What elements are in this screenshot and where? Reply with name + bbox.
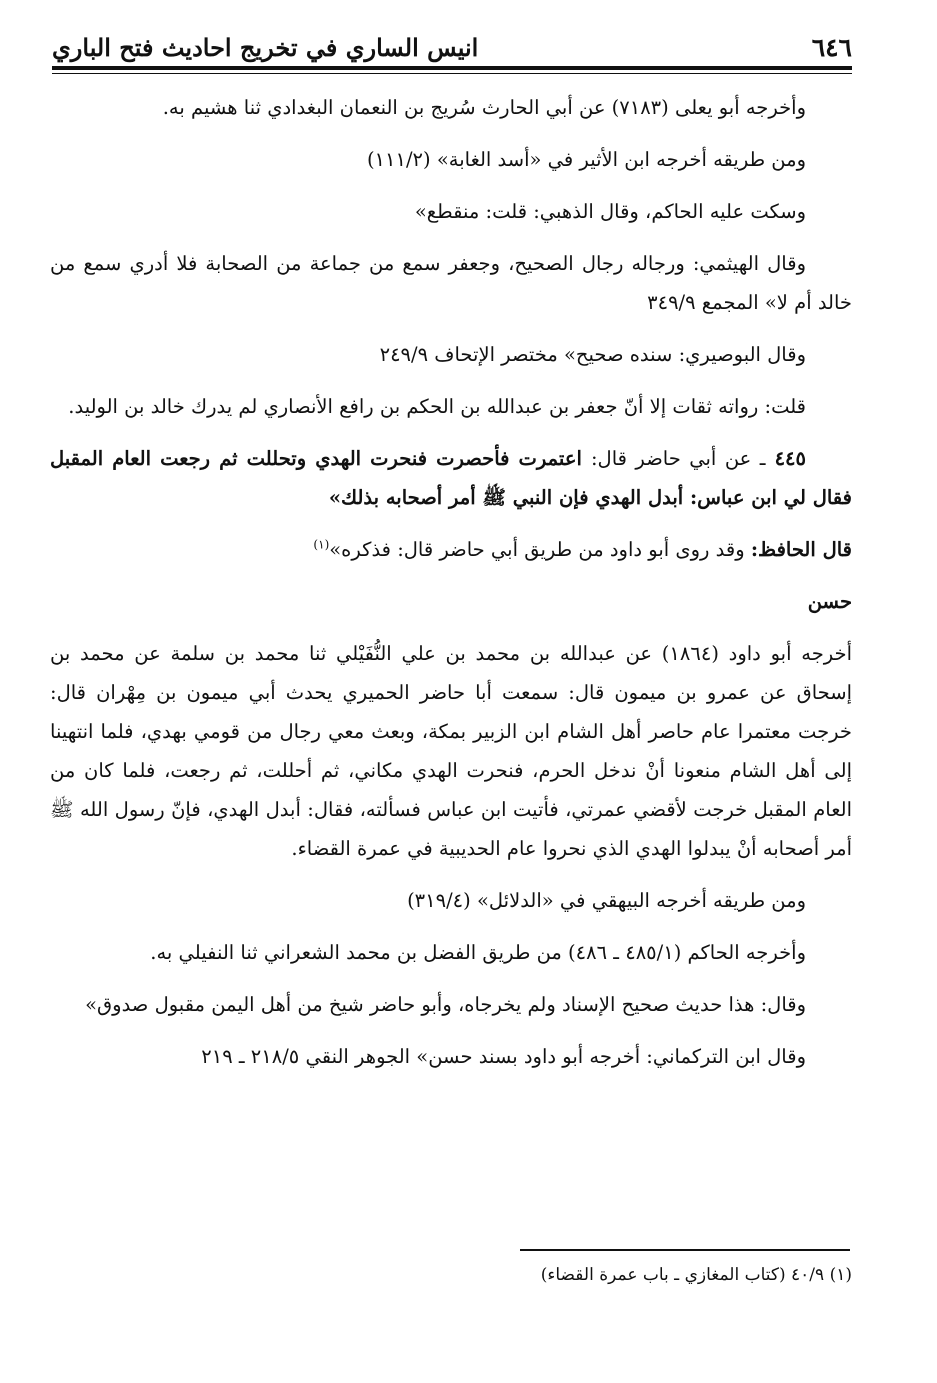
hafiz-text: وقد روى أبو داود من طريق أبي حاضر قال: فذكره» — [329, 538, 745, 561]
hadith-text: اعتمرت فأحصرت فنحرت الهدي وتحللت ثم رجعت العام المقبل فقال لي ابن عباس: أبدل الهدي فإن النبي ﷺ أمر أصحابه بذلك» — [50, 447, 852, 509]
hadith-grade: حسن — [807, 590, 852, 613]
paragraph: وقال الهيثمي: ورجاله رجال الصحيح، وجعفر سمع من جماعة من الصحابة فلا أدري سمع من خالد أم لا» المجمع ٣٤٩/٩ — [50, 252, 852, 314]
footnote-ref: (١) — [313, 537, 330, 552]
hadith-prefix: ـ عن أبي حاضر قال: — [590, 447, 766, 470]
page-number: ٦٤٦ — [811, 32, 852, 62]
takhrij-paragraph: وأخرجه الحاكم (٤٨٥/١ ـ ٤٨٦) من طريق الفضل بن محمد الشعراني ثنا النفيلي به. — [150, 941, 806, 964]
page-header — [52, 28, 852, 66]
paragraph: وسكت عليه الحاكم، وقال الذهبي: قلت: منقطع» — [414, 200, 806, 223]
takhrij-paragraph: وقال ابن التركماني: أخرجه أبو داود بسند حسن» الجوهر النقي ٢١٨/٥ ـ ٢١٩ — [201, 1045, 806, 1068]
hadith-number: ٤٤٥ — [774, 447, 806, 470]
paragraph: وقال البوصيري: سنده صحيح» مختصر الإتحاف ٢٤٩/٩ — [379, 343, 806, 366]
paragraph: وأخرجه أبو يعلى (٧١٨٣) عن أبي الحارث سُريج بن النعمان البغدادي ثنا هشيم به. — [162, 96, 806, 119]
header-rule-thin — [52, 73, 852, 74]
paragraph: قلت: رواته ثقات إلا أنّ جعفر بن عبدالله بن الحكم بن رافع الأنصاري لم يدرك خالد بن الوليد. — [68, 395, 806, 418]
header-rule — [52, 66, 852, 70]
footnote-text: ٤٠/٩ (كتاب المغازي ـ باب عمرة القضاء) — [540, 1265, 825, 1285]
hadith-entry — [50, 439, 852, 517]
takhrij-paragraph: أخرجه أبو داود (١٨٦٤) عن عبدالله بن محمد بن علي النُّفَيْلي ثنا محمد بن سلمة عن محمد بن إسحاق عن عمرو بن ميمون قال: سمعت أبا حاضر الحميري يحدث أبي ميمون بن مِهْران قال: خرجت معتمرا عام حاصر أهل الشام ابن الزبير بمكة، وبعث معي رجال من قومي بهدي، فلما انتهينا إلى أهل الشام منعونا أنْ ندخل الحرم، فنحرت الهدي مكاني، ثم أحللت، ثم رجعت، فلما كان من العام المقبل خرجت لأقضي عمرتي، فأتيت ابن عباس فسألته، فقال: أبدل الهدي، فإنّ رسول الله ﷺ أمر أصحابه أنْ يبدلوا الهدي الذي نحروا عام الحديبية في عمرة القضاء. — [50, 642, 852, 860]
hafiz-statement — [50, 530, 852, 569]
takhrij-paragraph: وقال: هذا حديث صحيح الإسناد ولم يخرجاه، وأبو حاضر شيخ من أهل اليمن مقبول صدوق» — [85, 993, 806, 1016]
main-text — [50, 88, 852, 1089]
hafiz-label: قال الحافظ: — [750, 538, 852, 561]
paragraph: ومن طريقه أخرجه ابن الأثير في «أسد الغابة» (١١١/٢) — [366, 148, 806, 171]
running-title: انيس الساري في تخريج احاديث فتح الباري — [52, 32, 479, 62]
footnote-marker: (١) — [829, 1265, 852, 1285]
takhrij-paragraph: ومن طريقه أخرجه البيهقي في «الدلائل» (٣١٩/٤) — [407, 889, 806, 912]
footnote-rule — [520, 1249, 850, 1251]
footnote — [50, 1262, 852, 1288]
